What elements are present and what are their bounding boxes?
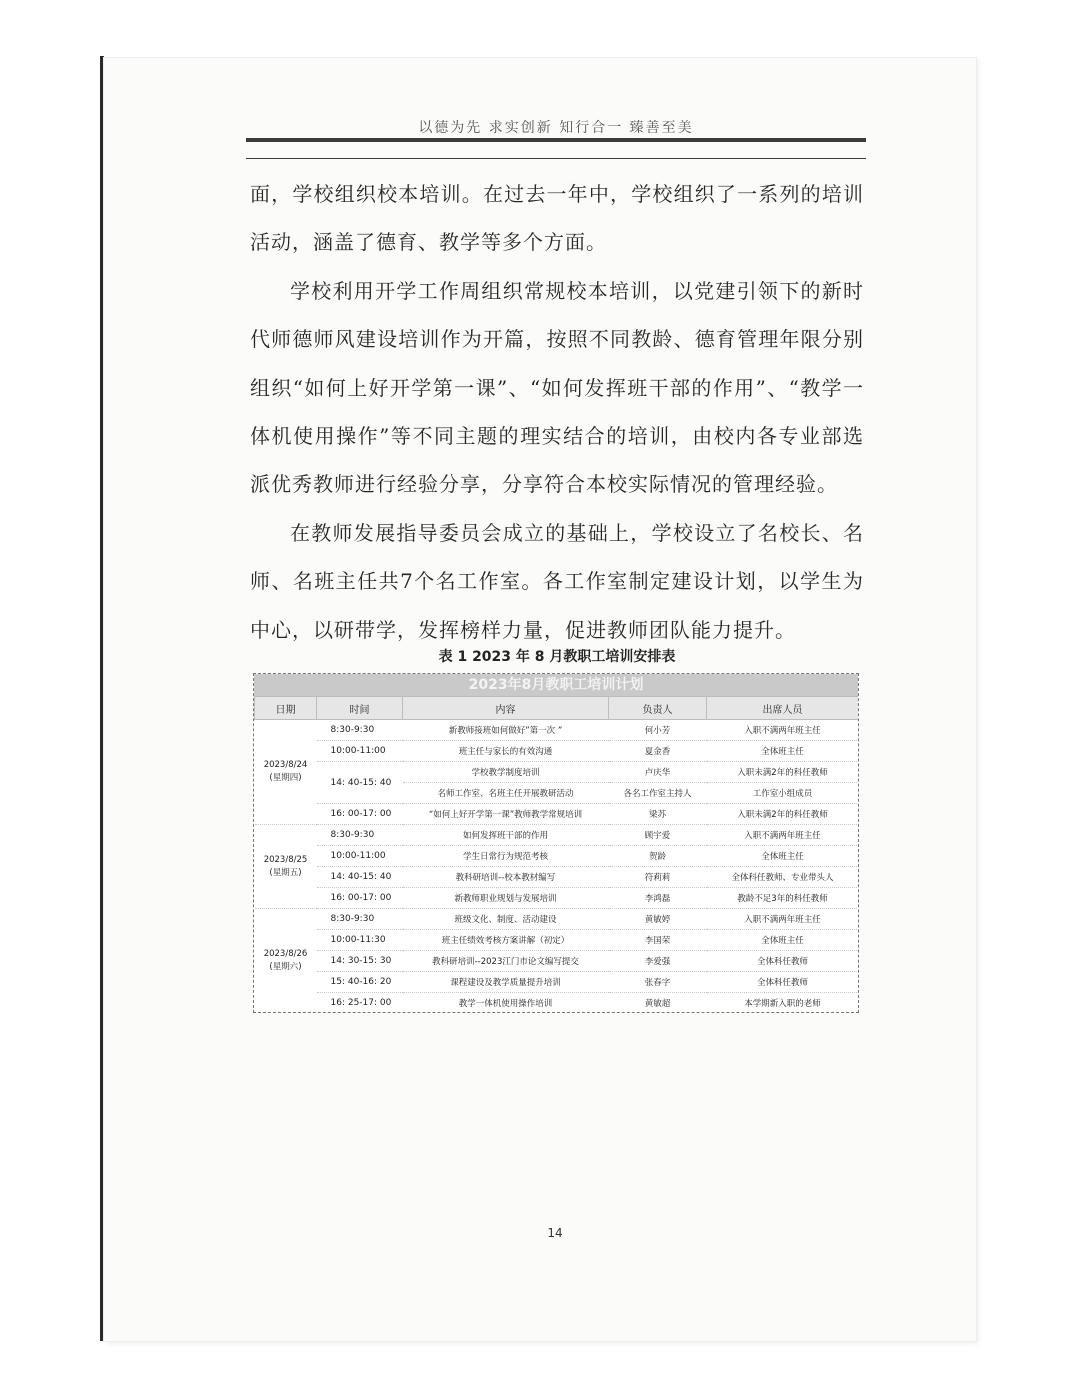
time-cell: 8:30-9:30 bbox=[317, 825, 403, 846]
content-cell: 班主任与家长的有效沟通 bbox=[403, 741, 609, 762]
attendees-cell: 全体科任教师 bbox=[707, 972, 859, 993]
time-cell: 16: 00-17: 00 bbox=[317, 804, 403, 825]
attendees-cell: 入职不满两年班主任 bbox=[707, 909, 859, 930]
table-row bbox=[255, 720, 859, 741]
person-cell: 李爱强 bbox=[609, 951, 707, 972]
person-cell: 张春字 bbox=[609, 972, 707, 993]
attendees-cell: 本学期新入职的老师 bbox=[707, 993, 859, 1014]
table-row bbox=[255, 825, 859, 846]
table-header-row bbox=[255, 697, 859, 720]
attendees-cell: 全体班主任 bbox=[707, 846, 859, 867]
time-cell: 10:00-11:30 bbox=[317, 930, 403, 951]
date-cell bbox=[255, 720, 317, 825]
training-table bbox=[253, 673, 859, 1013]
page-number: 14 bbox=[547, 1226, 563, 1240]
table-row bbox=[255, 762, 859, 783]
content-cell: 新教师职业规划与发展培训 bbox=[403, 888, 609, 909]
table-row bbox=[255, 930, 859, 951]
person-cell: 黄敏超 bbox=[609, 993, 707, 1014]
time-cell: 15: 40-16: 20 bbox=[317, 972, 403, 993]
date-cell bbox=[255, 825, 317, 909]
date-value: 2023/8/25 bbox=[263, 854, 308, 865]
person-cell: 夏金香 bbox=[609, 741, 707, 762]
person-cell: 梁苏 bbox=[609, 804, 707, 825]
schedule-table bbox=[254, 696, 859, 1013]
date-value: 2023/8/24 bbox=[263, 760, 308, 770]
table-row bbox=[255, 888, 859, 909]
attendees-cell: 入职不满两年班主任 bbox=[707, 720, 859, 741]
table-row bbox=[255, 951, 859, 972]
table-title: 2023年8月教职工培训计划 bbox=[254, 674, 858, 696]
content-cell: 教科研培训--校本教材编写 bbox=[403, 867, 609, 888]
header-time: 时间 bbox=[317, 697, 403, 720]
time-cell: 10:00-11:00 bbox=[317, 741, 403, 762]
paragraph-1: 面，学校组织校本培训。在过去一年中，学校组织了一系列的培训活动，涵盖了德育、教学等多个方面。 bbox=[250, 182, 864, 255]
header-date: 日期 bbox=[255, 697, 317, 720]
header-person: 负责人 bbox=[609, 697, 707, 720]
paragraph-2: 学校利用开学工作周组织常规校本培训，以党建引领下的新时代师德师风建设培训作为开篇，按照不同教龄、德育管理年限分别组织“如何上好开学第一课”、“如何发挥班干部的作用”、“教学一体机使用操作”等不同主题的理实结合的培训，由校内各专业部选派优秀教师进行经验分享，分享符合本校实际情况的管理经验。 bbox=[250, 278, 864, 497]
time-cell: 16: 25-17: 00 bbox=[317, 993, 403, 1014]
table-caption: 表 1 2023 年 8 月教职工培训安排表 bbox=[438, 649, 676, 665]
table-row bbox=[255, 741, 859, 762]
header-content: 内容 bbox=[403, 697, 609, 720]
header-rule-thin bbox=[246, 158, 866, 159]
table-row bbox=[255, 972, 859, 993]
time-cell: 8:30-9:30 bbox=[317, 720, 403, 741]
content-cell: “如何上好开学第一课”教师教学常规培训 bbox=[403, 804, 609, 825]
header-attendees: 出席人员 bbox=[707, 697, 859, 720]
table-row bbox=[255, 993, 859, 1014]
time-cell: 14: 40-15: 40 bbox=[317, 867, 403, 888]
table-row bbox=[255, 804, 859, 825]
table-row bbox=[255, 846, 859, 867]
person-cell: 卢庆华 bbox=[609, 762, 707, 783]
attendees-cell: 全体班主任 bbox=[707, 741, 859, 762]
attendees-cell: 教龄不足3年的科任教师 bbox=[707, 888, 859, 909]
attendees-cell: 入职未满2年的科任教师 bbox=[707, 762, 859, 783]
time-cell: 14: 30-15: 30 bbox=[317, 951, 403, 972]
content-cell: 课程建设及教学质量提升培训 bbox=[403, 972, 609, 993]
person-cell: 顾宇爱 bbox=[609, 825, 707, 846]
person-cell: 各名工作室主持人 bbox=[609, 783, 707, 804]
content-cell: 名师工作室、名班主任开展教研活动 bbox=[403, 783, 609, 804]
attendees-cell: 入职不满两年班主任 bbox=[707, 825, 859, 846]
date-cell bbox=[255, 909, 317, 1014]
person-cell: 黄敏婷 bbox=[609, 909, 707, 930]
person-cell: 李国荣 bbox=[609, 930, 707, 951]
person-cell: 何小芳 bbox=[609, 720, 707, 741]
attendees-cell: 全体科任教师、专业带头人 bbox=[707, 867, 859, 888]
table-row bbox=[255, 909, 859, 930]
content-cell: 教学一体机使用操作培训 bbox=[403, 993, 609, 1014]
content-cell: 班级文化、制度、活动建设 bbox=[403, 909, 609, 930]
attendees-cell: 全体科任教师 bbox=[707, 951, 859, 972]
time-cell: 14: 40-15: 40 bbox=[317, 762, 403, 804]
person-cell: 符莉莉 bbox=[609, 867, 707, 888]
content-cell: 学校教学制度培训 bbox=[403, 762, 609, 783]
content-cell: 如何发挥班干部的作用 bbox=[403, 825, 609, 846]
attendees-cell: 工作室小组成员 bbox=[707, 783, 859, 804]
time-cell: 16: 00-17: 00 bbox=[317, 888, 403, 909]
content-cell: 教科研培训--2023江门市论文编写提交 bbox=[403, 951, 609, 972]
date-value: 2023/8/26 bbox=[263, 949, 308, 959]
person-cell: 李鸿磊 bbox=[609, 888, 707, 909]
time-cell: 8:30-9:30 bbox=[317, 909, 403, 930]
content-cell: 新教师接班如何做好”第一次 ” bbox=[403, 720, 609, 741]
header-rule-thick bbox=[246, 138, 866, 142]
body-text bbox=[250, 170, 864, 654]
weekday-value: (星期四) bbox=[269, 773, 302, 783]
paragraph-3: 在教师发展指导委员会成立的基础上，学校设立了名校长、名师、名班主任共7个名工作室。各工作室制定建设计划，以学生为中心，以研带学，发挥榜样力量，促进教师团队能力提升。 bbox=[250, 520, 864, 642]
weekday-value: (星期六) bbox=[269, 962, 302, 972]
content-cell: 学生日常行为规范考核 bbox=[403, 846, 609, 867]
attendees-cell: 入职未满2年的科任教师 bbox=[707, 804, 859, 825]
time-cell: 10:00-11:00 bbox=[317, 846, 403, 867]
content-cell: 班主任绩效考核方案讲解（初定） bbox=[403, 930, 609, 951]
attendees-cell: 全体班主任 bbox=[707, 930, 859, 951]
person-cell: 贺龄 bbox=[609, 846, 707, 867]
weekday-value: (星期五) bbox=[269, 867, 302, 878]
header-motto: 以德为先 求实创新 知行合一 臻善至美 bbox=[418, 120, 694, 136]
table-row bbox=[255, 867, 859, 888]
